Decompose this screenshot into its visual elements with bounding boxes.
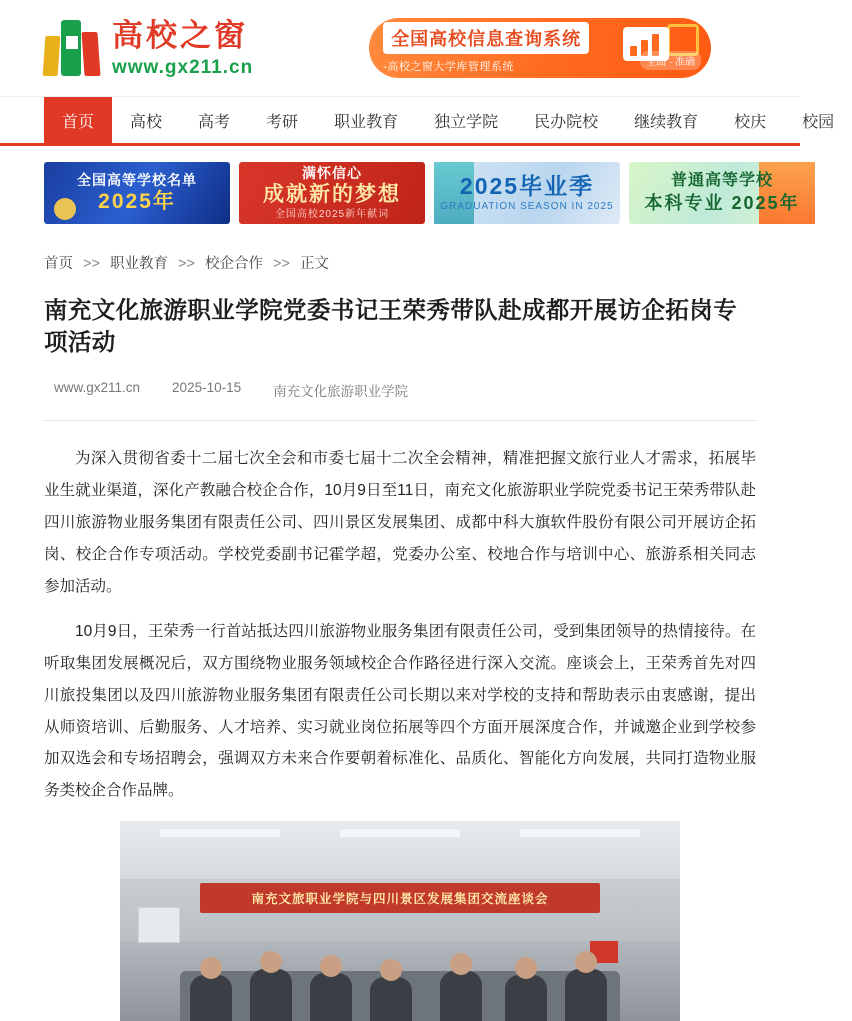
promo-card-line2: 2025年 [98,189,176,213]
promo-card-new-year[interactable] [239,162,425,224]
site-header [0,0,800,96]
promo-card-line3: 全国高校2025新年献词 [274,209,390,221]
article-meta [44,380,756,400]
photo-person [250,969,292,1021]
photo-person [310,973,352,1021]
breadcrumb-separator: >> [83,256,100,272]
article-source: 南充文化旅游职业学院 [273,384,409,400]
article-date: 2025-10-15 [172,380,242,396]
promo-banner-strip [0,146,800,224]
promo-card-line2: 成就新的梦想 [263,183,401,207]
promo-card-line1: 满怀信心 [302,165,362,182]
header-banner-texts [383,22,589,74]
nav-item-home[interactable]: 首页 [44,97,112,143]
article [0,295,800,1021]
breadcrumb-item-current: 正文 [300,256,329,272]
photo-ceiling [120,821,680,879]
header-banner-subtitle: -高校之窗大学库管理系统 [383,61,514,73]
article-divider [44,420,756,421]
photo-person [370,977,412,1021]
header-banner-title: 全国高校信息查询系统 [383,22,589,54]
photo-person [190,975,232,1021]
logo-book-icon [44,20,102,76]
promo-card-line1: 全国高等学校名单 [77,171,197,188]
header-banner-graphic [603,22,703,74]
nav-item-universities[interactable]: 高校 [130,113,163,131]
photo-air-conditioner [138,907,180,943]
promo-card-undergraduate-majors[interactable] [629,162,815,224]
main-nav [0,96,835,146]
site-logo[interactable] [44,17,254,78]
photo-person [440,971,482,1021]
logo-text [112,17,254,78]
header-banner-badge: 全面 · 准确 [640,51,701,70]
breadcrumb-separator: >> [178,256,195,272]
promo-card-university-list[interactable] [44,162,230,224]
breadcrumb-item-vocational-education[interactable]: 职业教育 [110,256,168,272]
photo-person [565,969,607,1021]
article-paragraph: 10月9日，王荣秀一行首站抵达四川旅游物业服务集团有限责任公司，受到集团领导的热情接待。在听取集团发展概况后，双方围绕物业服务领域校企合作路径进行深入交流。座谈会上，王荣秀首先对四川旅投集团以及四川旅游物业服务集团有限责任公司长期以来对学校的支持和帮助表示由衷感谢，提出从师资培训、后勤服务、人才培养、实习就业岗位拓展等四个方面开展深度合作，并诚邀企业到学校参加双选会和专场招聘会，强调双方未来合作要朝着标准化、品质化、智能化方向发展，共同打造物业服务类校企合作品牌。 [44,623,756,800]
nav-item-campus[interactable]: 校园 [802,113,835,131]
logo-url: www.gx211.cn [112,56,254,78]
article-photo [120,821,680,1021]
header-banner-ad[interactable] [369,18,711,78]
photo-banner-text: 南充文旅职业学院与四川景区发展集团交流座谈会 [200,883,600,913]
promo-card-line1: 普通高等学校 [670,172,773,190]
nav-item-independent-colleges[interactable]: 独立学院 [434,113,499,131]
logo-title: 高校之窗 [112,17,248,53]
nav-item-vocational-education[interactable]: 职业教育 [334,113,399,131]
article-paragraph: 为深入贯彻省委十二届七次全会和市委七届十二次全会精神，精准把握文旅行业人才需求，拓展毕业生就业渠道，深化产教融合校企合作，10月9日至11日，南充文化旅游职业学院党委书记王荣秀带队赴四川旅游物业服务集团有限责任公司、四川景区发展集团、成都中科大旗软件股份有限公司开展访企拓岗、校企合作专项活动。学校党委副书记霍学超，党委办公室、校地合作与培训中心、旅游系相关同志参加活动。 [44,450,756,595]
breadcrumb-separator: >> [273,256,290,272]
page-title: 南充文化旅游职业学院党委书记王荣秀带队赴成都开展访企拓岗专项活动 [44,297,738,355]
promo-card-graduation[interactable] [434,162,620,224]
nav-item-gaokao[interactable]: 高考 [198,113,231,131]
nav-item-continuing-education[interactable]: 继续教育 [634,113,699,131]
nav-item-private-colleges[interactable]: 民办院校 [534,113,599,131]
breadcrumb-item-school-enterprise[interactable]: 校企合作 [205,256,263,272]
promo-card-line2: 本科专业 2025年 [644,192,800,213]
photo-person [505,975,547,1021]
nav-item-anniversary[interactable]: 校庆 [734,113,767,131]
article-body [44,443,756,806]
promo-card-line2: 2025毕业季 [459,173,595,200]
nav-item-kaoyan[interactable]: 考研 [266,113,299,131]
promo-card-line3: GRADUATION SEASON IN 2025 [440,201,614,213]
breadcrumb [0,224,800,273]
article-photo-wrap [44,821,756,1021]
article-source-url: www.gx211.cn [54,380,141,396]
sun-icon [54,198,76,220]
breadcrumb-item-home[interactable]: 首页 [44,256,73,272]
